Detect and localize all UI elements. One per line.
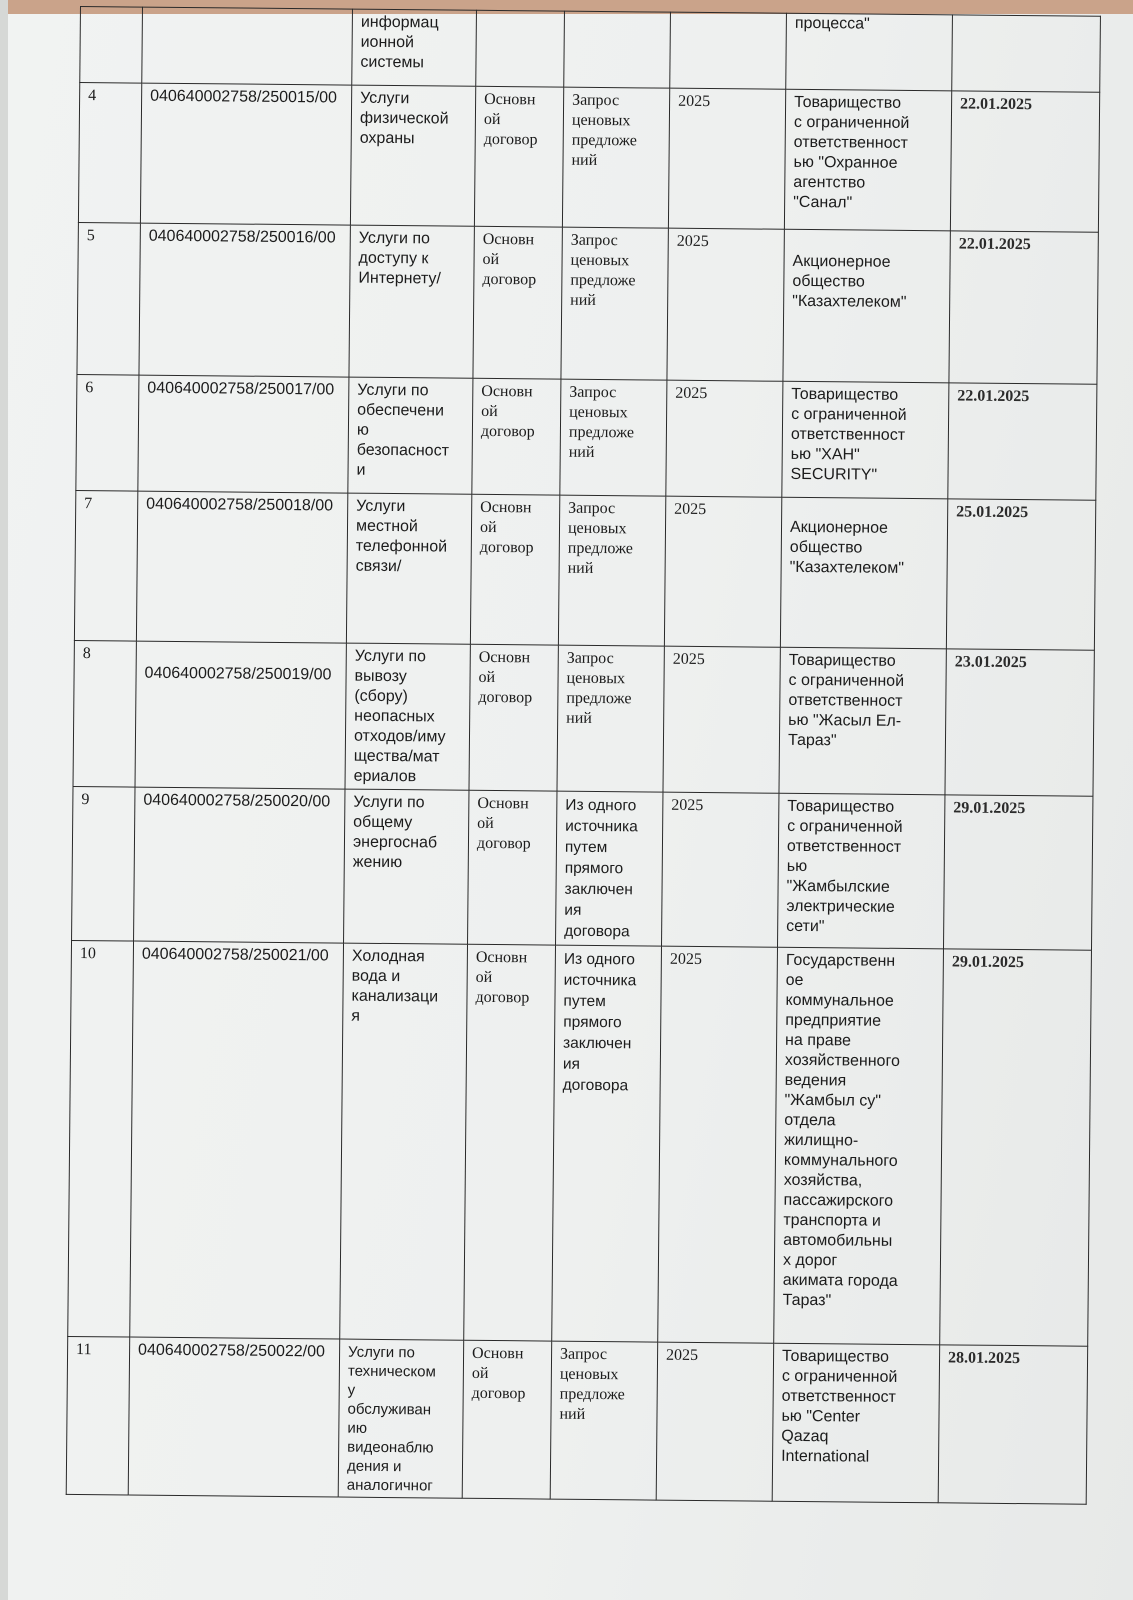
table-row — [73, 640, 1094, 796]
contract-type: Основн ой договор — [468, 790, 557, 945]
table-row-header-continuation — [80, 7, 1101, 93]
supplier-name: Акционерное общество "Казахтелеком" — [783, 229, 950, 383]
contract-type: Основн ой договор — [470, 494, 559, 645]
service-name: Услуги физической охраны — [350, 85, 475, 226]
contract-code: 040640002758/250021/00 — [130, 941, 344, 1339]
contract-type: Основн ой договор — [464, 944, 556, 1341]
row-number: 5 — [77, 222, 140, 375]
contract-type: Основн ой договор — [473, 226, 562, 379]
table-row — [76, 374, 1097, 500]
contract-code: 040640002758/250018/00 — [136, 491, 347, 643]
table-row — [66, 1336, 1087, 1504]
supplier-name: Товарищество с ограниченной ответственност ью "Жамбылские электрические сети" — [777, 793, 944, 949]
contract-date: 23.01.2025 — [945, 649, 1094, 796]
contract-date: 29.01.2025 — [940, 949, 1092, 1346]
contract-code: 040640002758/250017/00 — [138, 375, 349, 493]
row-number: 11 — [66, 1336, 130, 1495]
supplier-name: Товарищество с ограниченной ответственност ью "Жасыл Ел- Тараз" — [779, 647, 946, 795]
procurement-method: Запрос ценовых предложе ний — [560, 379, 667, 496]
supplier-name: Товарищество с ограниченной ответственност ью "ХАН" SECURITY" — [782, 381, 949, 499]
table-row — [74, 490, 1095, 650]
contract-date: 25.01.2025 — [946, 499, 1095, 650]
table-row — [72, 786, 1093, 950]
contracts-table — [66, 6, 1101, 1505]
row-number: 6 — [76, 374, 139, 491]
service-name: Услуги по вывозу (сбору) неопасных отходов/иму щества/мат ериалов — [345, 643, 470, 790]
contract-date: 28.01.2025 — [938, 1345, 1088, 1504]
service-name: Холодная вода и канализаци я — [340, 943, 468, 1340]
contract-date: 22.01.2025 — [949, 231, 1098, 384]
service-name: Услуги по техническом у обслуживан ию видеонаблю дения и аналогичног — [338, 1339, 464, 1498]
procurement-method: Запрос ценовых предложе ний — [557, 645, 664, 792]
year: 2025 — [656, 1342, 774, 1501]
service-name: Услуги по доступу к Интернету/ — [349, 225, 474, 378]
year: 2025 — [668, 88, 785, 229]
service-name: Услуги по общему энергоснаб жению — [344, 789, 469, 944]
code-cell — [142, 7, 353, 85]
year: 2025 — [658, 946, 778, 1343]
table-row — [77, 222, 1098, 384]
date-cell — [952, 15, 1101, 92]
method-cell — [564, 11, 671, 88]
service-cell: информац ионной системы — [352, 9, 477, 86]
year: 2025 — [664, 496, 781, 647]
row-number: 10 — [68, 940, 134, 1337]
supplier-name: Акционерное общество "Казахтелеком" — [780, 497, 947, 649]
contract-code: 040640002758/250020/00 — [134, 787, 345, 943]
contract-type: Основн ой договор — [462, 1340, 552, 1499]
procurement-method: Запрос ценовых предложе ний — [550, 1341, 658, 1500]
procurement-method: Запрос ценовых предложе ний — [561, 227, 668, 380]
row-number: 9 — [72, 786, 135, 941]
year: 2025 — [666, 380, 783, 497]
table-row — [68, 940, 1092, 1346]
procurement-method: Из одного источника путем прямого заключен ия договора — [552, 945, 662, 1342]
contract-code: 040640002758/250015/00 — [140, 83, 351, 225]
background-wall-edge — [0, 0, 8, 1600]
contract-date: 22.01.2025 — [948, 383, 1097, 500]
row-number: 8 — [73, 640, 136, 787]
year: 2025 — [662, 792, 779, 947]
table-row — [78, 83, 1099, 233]
service-name: Услуги местной телефонной связи/ — [346, 493, 471, 644]
contract-code: 040640002758/250019/00 — [135, 641, 346, 789]
num-cell — [80, 7, 143, 84]
year: 2025 — [663, 646, 780, 793]
supplier-name: Государственн ое коммунальное предприятие на праве хозяйственного ведения "Жамбыл су" отдела жилищно- коммунального хозяйства, пассажирского транспорта и автомобильны х дорог акимата города Тараз" — [774, 947, 944, 1345]
procurement-method: Запрос ценовых предложе ний — [562, 87, 669, 228]
contract-code: 040640002758/250022/00 — [128, 1337, 340, 1497]
supplier-name: Товарищество с ограниченной ответственност ью "Охранное агентство "Санал" — [784, 89, 951, 231]
contract-code: 040640002758/250016/00 — [139, 223, 350, 377]
contract-type: Основн ой договор — [474, 86, 563, 227]
supplier-name: Товарищество с ограниченной ответственност ью "Center Qazaq International — [772, 1343, 940, 1503]
supplier-cell: процесса" — [786, 13, 953, 91]
year-cell — [670, 12, 787, 89]
contract-date: 29.01.2025 — [943, 795, 1092, 950]
contract-date: 22.01.2025 — [950, 91, 1099, 232]
contract-type: Основн ой договор — [472, 378, 561, 495]
contract-type-cell — [476, 10, 565, 87]
row-number: 4 — [78, 83, 141, 224]
row-number: 7 — [74, 490, 137, 641]
procurement-method: Из одного источника путем прямого заключен ия договора — [556, 791, 663, 946]
procurement-method: Запрос ценовых предложе ний — [558, 495, 665, 646]
year: 2025 — [667, 228, 784, 381]
contract-type: Основн ой договор — [469, 644, 558, 791]
service-name: Услуги по обеспечени ю безопасност и — [348, 377, 473, 494]
